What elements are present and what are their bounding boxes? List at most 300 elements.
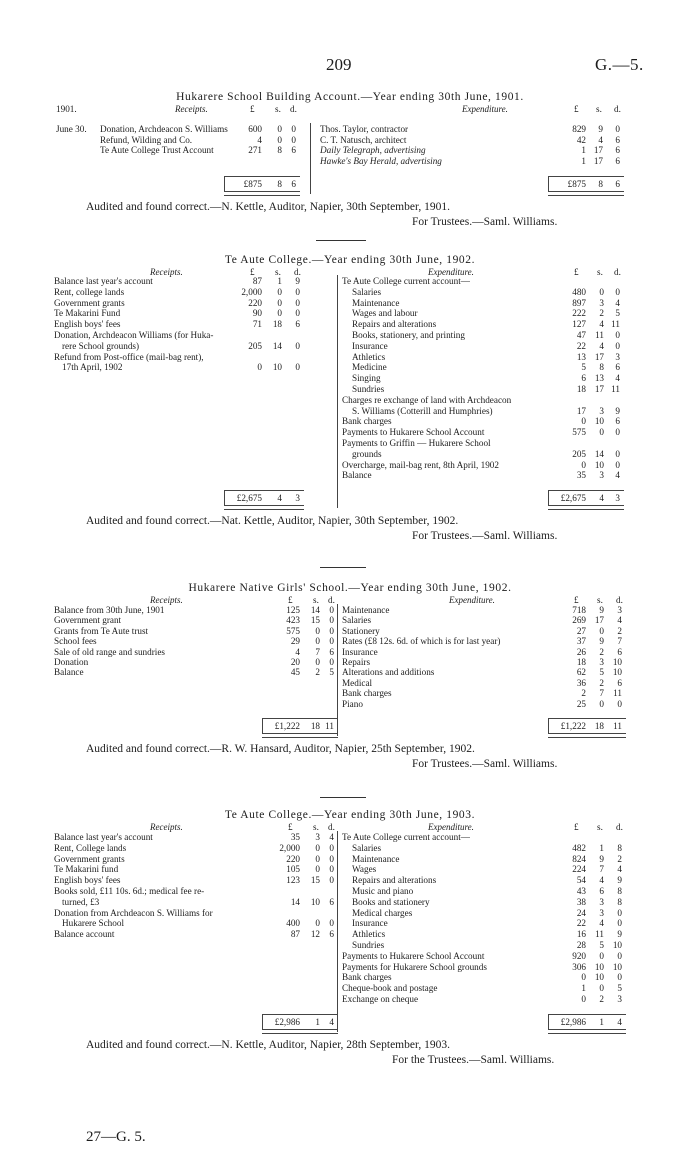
receipt-label: Balance last year's account (54, 276, 153, 286)
receipts-amount-s: 0 (277, 286, 282, 297)
receipts-amount-d: 0 (295, 362, 300, 373)
expenditure-amount-l: 306 (572, 961, 586, 972)
account-hukarere-building-1901 (0, 91, 700, 228)
currency-header: s. (275, 104, 281, 114)
expenditure-amount-s: 3 (599, 405, 604, 416)
receipt-label: turned, £3 (62, 896, 100, 907)
receipts-amount-l: 87 (252, 276, 262, 286)
expenditure-label: C. T. Natusch, architect (320, 134, 407, 145)
section-title: Te Aute College.—Year ending 30th June, 1903. (224, 809, 476, 821)
money-column-rule (262, 718, 263, 734)
expenditure-amount-d: 0 (615, 448, 620, 459)
expenditure-amount-d: 11 (613, 688, 622, 699)
currency-header: d. (616, 822, 623, 832)
expenditure-label: Payments to Hukarere School Account (342, 427, 485, 438)
expenditure-amount-s: 11 (595, 929, 604, 940)
money-column-rule (548, 1014, 549, 1030)
expenditure-total-s: 1 (599, 1016, 604, 1027)
receipt-label: Books sold, £11 10s. 6d.; medical fee re- (54, 886, 205, 896)
expenditure-amount-d: 5 (615, 308, 620, 319)
expenditure-amount-s: 13 (594, 373, 604, 384)
currency-header: £ (574, 267, 579, 277)
total-rule (548, 1014, 626, 1015)
total-double-rule (224, 191, 300, 196)
expenditure-label: Wages and labour (352, 308, 418, 319)
expenditure-amount-s: 2 (599, 677, 604, 688)
expenditure-amount-d: 4 (617, 864, 622, 875)
expenditure-label: Insurance (352, 340, 388, 351)
receipts-amount-l: 71 (252, 319, 262, 330)
expenditure-amount-l: 127 (572, 319, 586, 330)
expenditure-amount-d: 6 (615, 145, 620, 156)
expenditure-amount-l: 224 (572, 864, 586, 875)
receipts-amount-d: 0 (295, 286, 300, 297)
receipts-amount-l: 14 (290, 896, 300, 907)
column-divider (337, 275, 338, 508)
expenditure-amount-d: 8 (617, 842, 622, 853)
expenditure-amount-s: 11 (595, 330, 604, 340)
expenditure-amount-s: 0 (599, 950, 604, 961)
expenditure-amount-d: 10 (612, 961, 622, 972)
expenditure-amount-l: 0 (581, 416, 586, 427)
receipts-total-s: 4 (277, 493, 282, 504)
receipts-amount-d: 0 (291, 124, 296, 134)
expenditure-amount-s: 17 (593, 145, 603, 156)
expenditure-amount-l: 829 (572, 124, 586, 134)
audit-statement: Audited and found correct.—N. Kettle, Auditor, Napier, 28th September, 1903. (86, 1038, 450, 1051)
expenditure-amount-d: 0 (617, 698, 622, 709)
column-divider (310, 123, 311, 194)
receipts-amount-d: 0 (329, 605, 334, 615)
expenditure-label: Athletics (352, 351, 386, 362)
expenditure-label: Repairs and alterations (352, 875, 437, 886)
currency-header: d. (328, 822, 335, 832)
receipts-heading: Receipts. (150, 595, 183, 605)
expenditure-amount-s: 8 (599, 362, 604, 373)
money-column-rule (224, 176, 225, 192)
trustees-signature: For Trustees.—Saml. Williams. (412, 530, 558, 543)
expenditure-amount-l: 37 (576, 636, 586, 647)
expenditure-label: Bank charges (342, 972, 392, 983)
receipts-amount-l: 575 (286, 625, 300, 636)
total-rule (224, 490, 304, 491)
trustees-signature: For Trustees.—Saml. Williams. (412, 758, 558, 770)
expenditure-amount-s: 7 (599, 688, 604, 699)
receipts-amount-l: 123 (286, 875, 300, 886)
expenditure-label: Singing (352, 373, 381, 384)
receipts-amount-s: 0 (315, 657, 320, 667)
receipts-amount-s: 0 (315, 864, 320, 875)
expenditure-amount-d: 0 (615, 459, 620, 470)
expenditure-amount-l: 920 (572, 950, 586, 961)
expenditure-amount-d: 3 (617, 605, 622, 615)
receipts-amount-s: 12 (310, 929, 320, 940)
expenditure-label: Balance (342, 470, 372, 481)
receipt-label: Balance (54, 667, 84, 678)
expenditure-amount-l: 824 (572, 853, 586, 864)
expenditure-label: Sundries (352, 384, 385, 394)
account-hukarere-girls-school-1902 (0, 583, 700, 781)
currency-header: d. (614, 267, 621, 277)
expenditure-amount-d: 9 (615, 405, 620, 416)
total-double-rule (262, 1029, 338, 1034)
expenditure-label: Te Aute College current account— (342, 832, 470, 842)
audit-statement: Audited and found correct.—N. Kettle, Auditor, Napier, 30th September, 1901. (86, 200, 450, 213)
currency-header: s. (597, 267, 603, 277)
expenditure-amount-l: 269 (572, 615, 586, 626)
expenditure-amount-l: 28 (576, 940, 586, 950)
expenditure-label: Repairs (342, 657, 371, 667)
receipts-amount-d: 0 (329, 657, 334, 667)
expenditure-label: Charges re exchange of land with Archdeacon (342, 394, 512, 405)
receipts-amount-l: 271 (248, 145, 262, 156)
total-double-rule (548, 191, 624, 196)
section-title: Hukarere School Building Account.—Year ending 30th June, 1901. (176, 91, 524, 103)
expenditure-total-d: 4 (617, 1016, 622, 1027)
column-divider (337, 604, 338, 736)
total-rule (262, 1014, 338, 1015)
receipt-label: English boys' fees (54, 319, 121, 330)
receipts-amount-l: 2,000 (241, 286, 262, 297)
expenditure-amount-s: 3 (599, 657, 604, 667)
expenditure-label: Exchange on cheque (342, 994, 419, 1004)
receipt-label: Government grants (54, 297, 125, 308)
expenditure-label: Thos. Taylor, contractor (320, 124, 409, 134)
expenditure-amount-l: 47 (576, 330, 586, 340)
total-double-rule (548, 733, 626, 738)
expenditure-amount-l: 205 (572, 448, 586, 459)
receipts-amount-d: 0 (329, 842, 334, 853)
receipts-amount-s: 3 (315, 832, 320, 842)
expenditure-amount-s: 10 (594, 416, 604, 427)
expenditure-label: Books, stationery, and printing (352, 330, 465, 340)
receipts-total-l: £875 (243, 178, 262, 189)
expenditure-amount-s: 17 (594, 384, 604, 394)
expenditure-amount-s: 6 (599, 886, 604, 896)
receipts-amount-d: 6 (329, 929, 334, 940)
receipts-amount-s: 2 (315, 667, 320, 678)
currency-header: s. (313, 822, 319, 832)
expenditure-amount-d: 0 (615, 427, 620, 438)
receipts-total-s: 1 (315, 1016, 320, 1027)
expenditure-amount-d: 0 (617, 950, 622, 961)
expenditure-amount-d: 10 (612, 657, 622, 667)
expenditure-amount-l: 575 (572, 427, 586, 438)
series-reference: G.—5. (595, 55, 644, 74)
expenditure-amount-d: 0 (615, 330, 620, 340)
expenditure-amount-d: 0 (615, 340, 620, 351)
total-double-rule (548, 505, 624, 510)
expenditure-label: Overcharge, mail-bag rent, 8th April, 1902 (342, 459, 499, 470)
expenditure-label: Salaries (342, 615, 372, 626)
currency-header: s. (597, 822, 603, 832)
expenditure-amount-d: 6 (617, 677, 622, 688)
receipts-amount-s: 15 (310, 875, 320, 886)
currency-header: d. (328, 595, 335, 605)
expenditure-label: Rates (£8 12s. 6d. of which is for last year) (342, 636, 501, 647)
expenditure-amount-s: 9 (599, 853, 604, 864)
expenditure-amount-s: 0 (599, 427, 604, 438)
receipts-amount-d: 0 (295, 297, 300, 308)
receipts-amount-s: 15 (310, 615, 320, 626)
expenditure-total-s: 4 (599, 493, 604, 504)
receipts-amount-l: 20 (290, 657, 300, 667)
expenditure-amount-d: 2 (617, 853, 622, 864)
receipts-amount-l: 4 (257, 134, 262, 145)
expenditure-amount-d: 2 (617, 625, 622, 636)
receipts-total-s: 8 (277, 178, 282, 189)
expenditure-label: Insurance (352, 918, 388, 929)
expenditure-label: Sundries (352, 940, 385, 950)
receipts-amount-d: 0 (295, 308, 300, 319)
receipt-label: Sale of old range and sundries (54, 646, 165, 657)
expenditure-amount-s: 10 (594, 459, 604, 470)
receipts-amount-s: 1 (277, 276, 282, 286)
account-te-aute-college-1902 (0, 255, 700, 550)
expenditure-label: Cheque-book and postage (342, 983, 438, 994)
receipts-amount-s: 0 (315, 918, 320, 929)
money-column-rule (548, 490, 549, 506)
expenditure-amount-d: 4 (617, 615, 622, 626)
receipt-label: rere School grounds) (62, 340, 140, 351)
receipts-total-l: £2,675 (236, 493, 262, 504)
currency-header: s. (275, 267, 281, 277)
receipts-amount-s: 10 (272, 362, 282, 373)
expenditure-amount-d: 6 (615, 416, 620, 427)
section-title: Hukarere Native Girls' School.—Year ending 30th June, 1902. (188, 582, 512, 594)
expenditure-label: Piano (342, 698, 363, 709)
currency-header: s. (313, 595, 319, 605)
receipts-amount-s: 0 (315, 853, 320, 864)
expenditure-amount-s: 4 (599, 875, 604, 886)
receipts-total-d: 3 (295, 493, 300, 504)
receipt-label: Refund from Post-office (mail-bag rent), (54, 351, 204, 362)
expenditure-label: Athletics (352, 929, 386, 940)
total-double-rule (262, 733, 338, 738)
receipts-amount-s: 14 (310, 605, 320, 615)
expenditure-amount-s: 3 (599, 896, 604, 907)
receipts-amount-l: 600 (248, 124, 262, 134)
receipts-amount-d: 0 (329, 918, 334, 929)
expenditure-label: Payments for Hukarere School grounds (342, 961, 487, 972)
page-number: 209 (326, 55, 352, 74)
receipts-amount-s: 0 (277, 134, 282, 145)
expenditure-amount-d: 8 (617, 896, 622, 907)
section-title: Te Aute College.—Year ending 30th June, 1902. (224, 254, 476, 266)
currency-header: £ (250, 267, 255, 277)
total-rule (548, 718, 626, 719)
expenditure-amount-l: 1 (581, 983, 586, 994)
receipts-amount-d: 4 (329, 832, 334, 842)
receipts-total-d: 4 (329, 1016, 334, 1027)
receipts-amount-l: 45 (290, 667, 300, 678)
expenditure-label: Salaries (352, 286, 382, 297)
receipts-amount-d: 0 (291, 134, 296, 145)
expenditure-amount-l: 897 (572, 297, 586, 308)
trustees-signature: For the Trustees.—Saml. Williams. (392, 1053, 555, 1066)
expenditure-amount-d: 0 (617, 972, 622, 983)
receipts-amount-l: 125 (286, 605, 300, 615)
receipts-amount-s: 18 (272, 319, 282, 330)
expenditure-amount-d: 11 (611, 319, 620, 330)
receipts-amount-l: 4 (295, 646, 300, 657)
receipts-amount-l: 2,000 (279, 842, 300, 853)
expenditure-label: Maintenance (352, 853, 400, 864)
expenditure-amount-l: 480 (572, 286, 586, 297)
account-te-aute-college-1903 (0, 810, 700, 1105)
receipts-amount-s: 10 (310, 896, 320, 907)
expenditure-amount-l: 2 (581, 688, 586, 699)
receipts-heading: Receipts. (150, 267, 183, 277)
receipt-label: Government grant (54, 615, 122, 626)
receipts-amount-l: 220 (248, 297, 262, 308)
expenditure-label: Repairs and alterations (352, 319, 437, 330)
currency-header: d. (616, 595, 623, 605)
receipts-amount-d: 0 (329, 615, 334, 626)
audit-statement: Audited and found correct.—R. W. Hansard, Auditor, Napier, 25th September, 1902. (86, 743, 475, 755)
expenditure-amount-s: 0 (599, 983, 604, 994)
expenditure-amount-l: 42 (576, 134, 586, 145)
expenditure-label: Bank charges (342, 688, 392, 699)
expenditure-amount-l: 18 (576, 657, 586, 667)
receipt-label: Te Makarini fund (54, 864, 119, 875)
total-rule (262, 718, 338, 719)
expenditure-amount-l: 0 (581, 972, 586, 983)
expenditure-amount-d: 3 (617, 994, 622, 1004)
expenditure-label: Hawke's Bay Herald, advertising (320, 156, 442, 167)
expenditure-total-d: 3 (615, 493, 620, 504)
receipts-heading: Receipts. (150, 822, 183, 832)
expenditure-amount-s: 17 (593, 156, 603, 167)
expenditure-amount-d: 0 (615, 286, 620, 297)
expenditure-amount-s: 7 (599, 864, 604, 875)
expenditure-amount-s: 3 (599, 297, 604, 308)
expenditure-amount-d: 4 (615, 373, 620, 384)
expenditure-amount-l: 16 (576, 929, 586, 940)
expenditure-amount-l: 17 (576, 405, 586, 416)
receipts-amount-l: 0 (257, 362, 262, 373)
expenditure-amount-s: 2 (599, 994, 604, 1004)
receipts-amount-s: 7 (315, 646, 320, 657)
date-label: June 30. (56, 124, 87, 134)
expenditure-amount-s: 9 (599, 605, 604, 615)
receipts-amount-l: 105 (286, 864, 300, 875)
expenditure-label: Stationery (342, 625, 380, 636)
expenditure-amount-s: 9 (599, 636, 604, 647)
receipts-amount-s: 0 (315, 842, 320, 853)
currency-header: d. (614, 104, 621, 114)
receipts-amount-s: 14 (272, 340, 282, 351)
receipt-label: Government grants (54, 853, 125, 864)
expenditure-amount-s: 2 (599, 646, 604, 657)
expenditure-total-l: £2,986 (560, 1016, 586, 1027)
currency-header: d. (290, 104, 297, 114)
currency-header: £ (250, 104, 255, 114)
total-rule (548, 490, 624, 491)
expenditure-total-s: 8 (598, 178, 603, 189)
expenditure-amount-s: 5 (599, 940, 604, 950)
expenditure-label: grounds (352, 448, 382, 459)
expenditure-amount-d: 10 (612, 940, 622, 950)
receipt-label: 17th April, 1902 (62, 362, 123, 373)
expenditure-amount-s: 2 (599, 308, 604, 319)
money-column-rule (262, 1014, 263, 1030)
receipts-amount-s: 0 (315, 636, 320, 647)
expenditure-amount-l: 718 (572, 605, 586, 615)
expenditure-amount-l: 22 (576, 918, 586, 929)
expenditure-label: Maintenance (352, 297, 400, 308)
expenditure-amount-s: 17 (594, 615, 604, 626)
receipts-amount-l: 205 (248, 340, 262, 351)
expenditure-amount-l: 36 (576, 677, 586, 688)
expenditure-amount-d: 5 (617, 983, 622, 994)
receipts-amount-d: 6 (295, 319, 300, 330)
expenditure-total-s: 18 (594, 721, 604, 731)
expenditure-amount-d: 4 (615, 470, 620, 481)
expenditure-amount-s: 17 (594, 351, 604, 362)
expenditure-amount-d: 10 (612, 667, 622, 678)
receipts-amount-d: 0 (295, 340, 300, 351)
expenditure-amount-s: 0 (599, 625, 604, 636)
expenditure-heading: Expenditure. (428, 822, 474, 832)
expenditure-label: Payments to Griffin — Hukarere School (342, 438, 491, 448)
expenditure-label: S. Williams (Cotterill and Humphries) (352, 405, 493, 416)
expenditure-amount-l: 18 (576, 384, 586, 394)
expenditure-amount-d: 0 (615, 124, 620, 134)
receipts-amount-s: 8 (277, 145, 282, 156)
currency-header: £ (288, 822, 293, 832)
expenditure-label: Te Aute College current account— (342, 276, 470, 286)
expenditure-amount-l: 35 (576, 470, 586, 481)
receipt-label: Rent, College lands (54, 842, 127, 853)
expenditure-label: Alterations and additions (342, 667, 435, 678)
receipt-label: School fees (54, 636, 97, 647)
column-divider (337, 831, 338, 1032)
receipts-amount-d: 6 (291, 145, 296, 156)
expenditure-amount-l: 25 (576, 698, 586, 709)
expenditure-label: Medical charges (352, 907, 413, 918)
expenditure-amount-l: 6 (581, 373, 586, 384)
expenditure-heading: Expenditure. (428, 267, 474, 277)
receipts-amount-d: 0 (329, 864, 334, 875)
expenditure-amount-s: 0 (599, 698, 604, 709)
receipt-label: Hukarere School (62, 918, 124, 929)
receipts-total-l: £2,986 (274, 1016, 300, 1027)
expenditure-amount-s: 4 (599, 918, 604, 929)
expenditure-amount-d: 6 (615, 134, 620, 145)
receipts-amount-s: 0 (277, 308, 282, 319)
currency-header: d. (294, 267, 301, 277)
receipts-amount-d: 0 (329, 625, 334, 636)
page-footer-reference: 27—G. 5. (86, 1129, 146, 1145)
receipts-amount-l: 220 (286, 853, 300, 864)
expenditure-amount-d: 9 (617, 929, 622, 940)
receipt-label: Refund, Wilding and Co. (100, 134, 193, 145)
receipt-label: Donation, Archdeacon Williams (for Huka- (54, 330, 214, 340)
receipt-label: Donation, Archdeacon S. Williams (100, 124, 228, 134)
currency-header: £ (574, 822, 579, 832)
receipts-total-d: 11 (325, 721, 334, 731)
receipt-label: Donation (54, 657, 89, 667)
expenditure-label: Medical (342, 677, 373, 688)
money-column-rule (224, 490, 225, 506)
receipts-amount-s: 0 (277, 297, 282, 308)
expenditure-amount-d: 3 (615, 351, 620, 362)
expenditure-amount-l: 13 (576, 351, 586, 362)
expenditure-amount-s: 14 (594, 448, 604, 459)
currency-header: £ (574, 595, 579, 605)
expenditure-amount-s: 4 (599, 319, 604, 330)
